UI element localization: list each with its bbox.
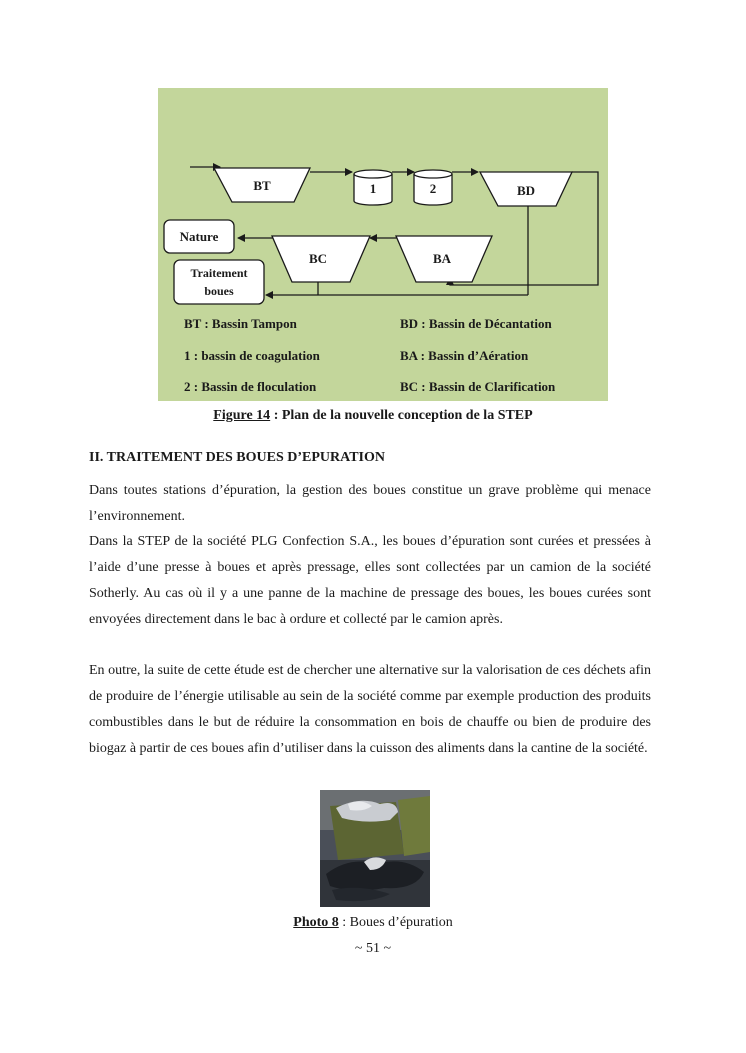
ba-basin-label: BA: [432, 251, 452, 266]
sludge-photo: [320, 790, 430, 907]
legend-ba: BA : Bassin d’Aération: [400, 348, 529, 363]
photo-caption-label: Photo 8: [293, 915, 339, 930]
tank-2-label: 2: [429, 181, 437, 196]
figure-caption-label: Figure 14: [213, 408, 271, 423]
figure-caption-text: : Plan de la nouvelle conception de la STEP: [270, 408, 533, 423]
photo-caption: [0, 915, 746, 931]
page-number: ~ 51 ~: [354, 941, 392, 956]
figure-caption: [0, 408, 746, 424]
legend-bd: BD : Bassin de Décantation: [400, 316, 552, 331]
sludge-treatment-label-line1: Traitement: [190, 266, 248, 280]
nature-label: Nature: [179, 229, 219, 244]
process-diagram-figure: [158, 88, 608, 401]
legend-2: 2 : Bassin de floculation: [184, 379, 317, 394]
bd-basin-label: BD: [516, 183, 536, 198]
legend-1: 1 : bassin de coagulation: [184, 348, 320, 363]
section-title: II. TRAITEMENT DES BOUES D’EPURATION: [89, 450, 386, 465]
legend-bt: BT : Bassin Tampon: [184, 316, 297, 331]
sludge-treatment-label-line2: boues: [204, 284, 234, 298]
bt-basin-label: BT: [253, 178, 271, 193]
paragraph-1: Dans toutes stations d’épuration, la gestion des boues constitue un grave problème qui menace l’environnement.: [89, 483, 651, 524]
bc-basin-label: BC: [308, 251, 328, 266]
tank-1-label: 1: [369, 181, 377, 196]
legend-bc: BC : Bassin de Clarification: [400, 379, 556, 394]
paragraph-2: Dans la STEP de la société PLG Confection S.A., les boues d’épuration sont curées et pressées à l’aide d’une presse à boues et après pressage, elles sont collectées par un camion de la société Sotherly. Au cas où il y a une panne de la machine de pressage des boues, les boues curées sont envoyées directement dans le bac à ordure et collecté par le camion après.: [89, 534, 651, 627]
process-diagram: [158, 88, 608, 401]
paragraph-3: En outre, la suite de cette étude est de chercher une alternative sur la valorisation de ces déchets afin de produire de l’énergie utilisable au sein de la société comme par exemple production des produits combustibles dans le but de réduire la consommation en bois de chauffe ou bien de produire des biogaz à partir de ces boues afin d’utiliser dans la cuisson des aliments dans la cantine de la société.: [89, 663, 651, 756]
photo-caption-text: : Boues d’épuration: [338, 915, 453, 930]
